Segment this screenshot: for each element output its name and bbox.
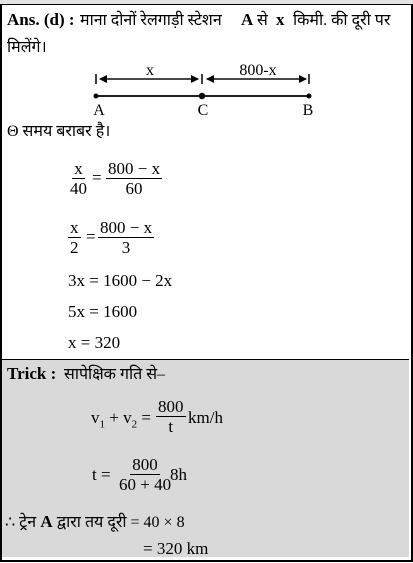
trick-label: Trick :: [7, 364, 57, 383]
point-b-dot: [307, 94, 312, 99]
eq2-equals: =: [86, 227, 96, 246]
seg2-label: 800-x: [239, 62, 277, 79]
eq1-right-fraction: [106, 159, 162, 198]
eq2-right-num: 800 − x: [100, 218, 153, 237]
eq4: 5x = 1600: [68, 302, 138, 321]
station-a-label: A: [241, 10, 254, 29]
answer-section: [2, 5, 409, 359]
sub-2: 2: [131, 418, 138, 431]
time-num: 800: [132, 455, 158, 474]
eq2-left-fraction: [68, 218, 81, 257]
point-c-dot: [199, 93, 205, 99]
point-c-label: C: [197, 102, 209, 119]
eq2-right-den: 3: [121, 238, 131, 257]
eq2-left-den: 2: [70, 238, 79, 257]
eq1-right-den: 60: [125, 179, 143, 198]
trick-text: सापेक्षिक गति से–: [64, 366, 166, 383]
relative-speed-fraction: [156, 397, 186, 436]
relative-speed-lhs: [91, 408, 151, 434]
distance-result: = 320 km: [143, 539, 209, 558]
rel-den: t: [168, 417, 174, 436]
point-b-label: B: [302, 102, 314, 119]
time-result: 8h: [170, 465, 187, 484]
distance-diagram: [0, 60, 413, 120]
eq5: x = 320: [68, 333, 121, 352]
answer-text-1c: किमी. की दूरी पर: [293, 12, 391, 29]
answer-text-2: मिलेंगे।: [7, 39, 47, 56]
speed-unit: km/h: [188, 408, 223, 427]
time-lhs: t =: [92, 465, 111, 484]
eq1-left-fraction: [68, 159, 89, 198]
eq3: 3x = 1600 − 2x: [68, 271, 173, 290]
plus-v: + v: [109, 408, 132, 427]
v-symbol: v: [91, 408, 100, 427]
eq1-equals: =: [92, 168, 102, 187]
rel-equals: =: [141, 408, 151, 427]
eq1-left-num: x: [74, 159, 83, 178]
distance-text: द्वारा तय दूरी = 40 × 8: [56, 514, 185, 531]
eq1-right-num: 800 − x: [108, 159, 161, 178]
because-line: Θ समय बराबर है।: [7, 123, 111, 140]
answer-text-1b: से: [257, 12, 268, 29]
distance-train-a: A: [40, 512, 53, 531]
var-x: x: [276, 10, 285, 29]
eq1-left-den: 40: [70, 179, 87, 198]
eq2-left-num: x: [70, 218, 79, 237]
seg1-label: x: [146, 62, 154, 79]
answer-label: Ans. (d) :: [7, 10, 75, 29]
point-a-label: A: [93, 102, 105, 119]
point-a-dot: [94, 94, 99, 99]
answer-text-1: माना दोनों रेलगाड़ी स्टेशन: [80, 12, 222, 29]
time-fraction: [117, 455, 173, 494]
sub-1: 1: [99, 418, 105, 431]
eq2-right-fraction: [98, 218, 154, 257]
distance-line: [5, 512, 185, 533]
distance-prefix: ∴ ट्रेन: [5, 514, 37, 531]
rel-num: 800: [158, 397, 184, 416]
time-den: 60 + 40: [119, 475, 172, 494]
